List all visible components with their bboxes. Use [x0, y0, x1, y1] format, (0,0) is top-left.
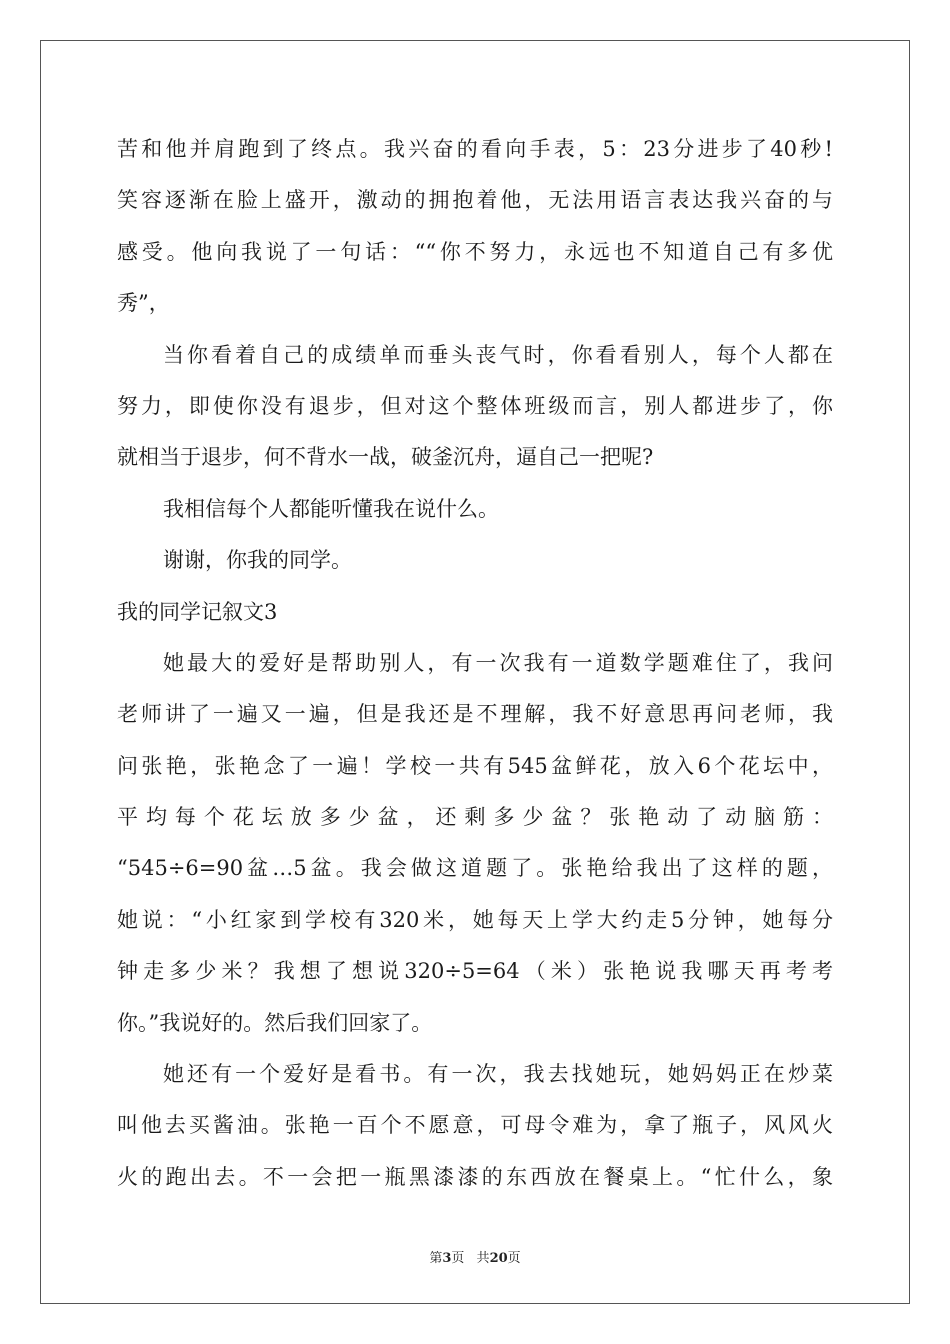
page-prefix: 第: [429, 1251, 443, 1266]
document-body: [117, 124, 833, 1203]
text-line: 当你看着自己的成绩单而垂头丧气时，你看看别人，每个人都在: [163, 342, 833, 367]
text-line: 她最大的爱好是帮助别人，有一次我有一道数学题难住了，我问: [163, 650, 833, 675]
text-line: 就相当于退步，何不背水一战，破釜沉舟，逼自己一把呢?: [117, 445, 654, 470]
page-suffix: 页: [451, 1251, 465, 1266]
total-indicator: [477, 1251, 521, 1266]
page-number: 3: [442, 1251, 452, 1266]
text-line: 老师讲了一遍又一遍，但是我还是不理解，我不好意思再问老师，我: [117, 702, 833, 727]
text-line: 平均每个花坛放多少盆，还剩多少盆？张艳动了动脑筋：: [117, 805, 833, 830]
page-indicator: [429, 1251, 464, 1266]
text-line: 问张艳，张艳念了一遍！学校一共有545盆鲜花，放入6个花坛中，: [117, 753, 833, 778]
text-line: 笑容逐渐在脸上盛开，激动的拥抱着他，无法用语言表达我兴奋的与: [117, 188, 833, 213]
text-line: 你。”我说好的。然后我们回家了。: [117, 1010, 433, 1035]
total-suffix: 页: [507, 1251, 521, 1266]
text-line: 秀”，: [117, 291, 170, 316]
text-line: 我的同学记叙文3: [117, 599, 278, 624]
text-line: 钟走多少米？我想了想说320÷5=64（米）张艳说我哪天再考考: [117, 959, 833, 984]
text-line: 她还有一个爱好是看书。有一次，我去找她玩，她妈妈正在炒菜: [163, 1062, 833, 1087]
text-line: 苦和他并肩跑到了终点。我兴奋的看向手表，5：23分进步了40秒!: [117, 137, 833, 161]
text-line: 火的跑出去。不一会把一瓶黑漆漆的东西放在餐桌上。“忙什么，象: [117, 1164, 833, 1189]
text-line: 叫他去买酱油。张艳一百个不愿意，可母令难为，拿了瓶子，风风火: [117, 1113, 833, 1138]
text-line: “545÷6=90盆…5盆。我会做这道题了。张艳给我出了这样的题，: [117, 856, 833, 881]
text-line: 努力，即使你没有退步，但对这个整体班级而言，别人都进步了，你: [117, 393, 833, 418]
text-line: 我相信每个人都能听懂我在说什么。: [163, 496, 499, 521]
text-line: 她说：“小红家到学校有320米，她每天上学大约走5分钟，她每分: [117, 907, 833, 932]
total-prefix: 共: [476, 1251, 490, 1266]
total-number: 20: [489, 1251, 508, 1266]
page-footer: [0, 1247, 950, 1266]
text-line: 感受。他向我说了一句话：““你不努力，永远也不知道自己有多优: [117, 239, 833, 264]
text-line: 谢谢，你我的同学。: [163, 548, 352, 573]
